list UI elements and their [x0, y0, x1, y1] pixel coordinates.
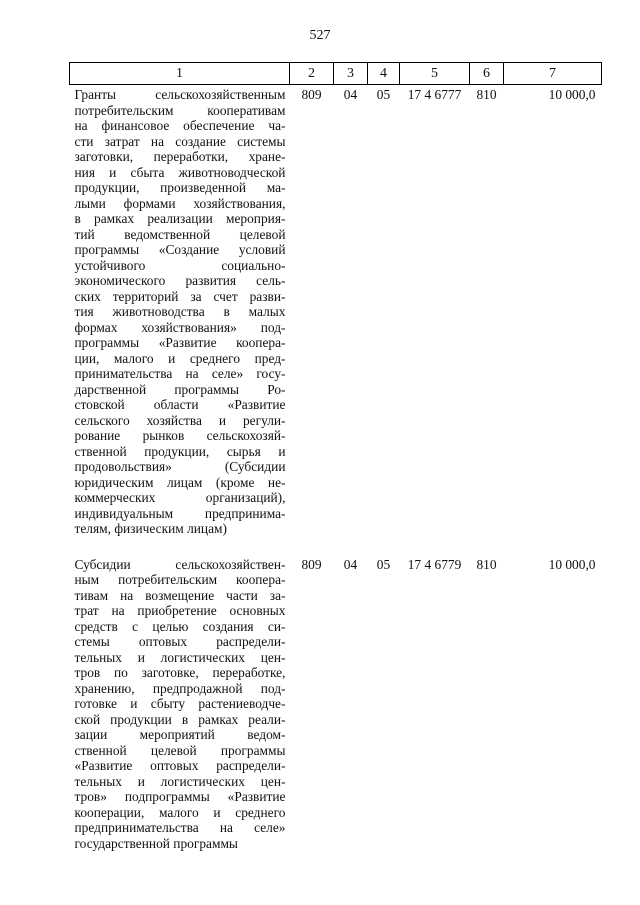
cell-section-code: 04 — [343, 556, 358, 572]
table-header-row — [70, 63, 602, 85]
word: и — [218, 412, 227, 428]
word: сти — [74, 133, 94, 149]
text-line — [75, 366, 286, 382]
cell-amount: 10 000,0 — [548, 556, 596, 572]
text-line — [75, 743, 286, 759]
word: устойчивого — [74, 257, 146, 273]
word: целью — [152, 618, 189, 634]
text-line — [75, 118, 286, 134]
word: программы — [220, 742, 286, 758]
cell-target-article: 17 4 6779 — [407, 556, 462, 572]
word: зации — [74, 727, 108, 742]
word: в — [181, 711, 189, 727]
text-line — [75, 820, 286, 836]
word: оптовых — [150, 758, 199, 773]
word: логистических — [160, 773, 245, 789]
word: рамках — [94, 211, 135, 226]
header-col-1: 1 — [70, 63, 290, 85]
word: формах — [74, 319, 118, 335]
text-line — [75, 572, 286, 588]
word: под- — [260, 319, 286, 335]
description-text — [75, 87, 286, 537]
cell-target-article: 17 4 6777 — [407, 87, 462, 102]
header-col-7: 7 — [504, 63, 602, 85]
word: сельского — [74, 412, 130, 428]
text-line — [75, 165, 286, 181]
word: юридическим — [74, 474, 154, 490]
word: экономического — [74, 273, 166, 288]
word: хранению, — [74, 680, 135, 696]
word: продовольствия» — [74, 459, 172, 474]
word: ным — [74, 572, 100, 587]
word: предпринимательства — [74, 820, 199, 835]
word: в — [223, 304, 230, 319]
word: возмещение — [145, 587, 215, 603]
text-line — [75, 557, 286, 573]
text-line — [75, 273, 286, 289]
word: мероприя- — [226, 211, 286, 226]
text-line — [75, 134, 286, 150]
word: растениеводче- — [198, 696, 286, 711]
word: тров» — [74, 789, 107, 804]
word: селе» — [254, 820, 286, 835]
word: готовке — [74, 696, 117, 711]
word: Гранты — [74, 87, 117, 102]
text-line — [75, 603, 286, 619]
word: хозяйствования, — [193, 195, 286, 211]
text-line — [75, 665, 286, 681]
word: сель- — [256, 273, 286, 288]
word: части — [226, 587, 258, 603]
word: на — [219, 820, 233, 835]
word: тельных — [74, 649, 122, 665]
cell-section-code: 04 — [343, 87, 358, 102]
word: потребительским — [74, 102, 174, 118]
text-line — [75, 258, 286, 274]
word: и — [130, 696, 138, 711]
word: программы — [74, 242, 140, 257]
word: переработки, — [153, 149, 229, 164]
word: малого — [113, 350, 154, 366]
text-line — [75, 506, 286, 522]
word: создания — [202, 618, 254, 634]
word: программы — [74, 335, 140, 350]
word: заготовки, — [74, 149, 134, 164]
word: средств — [74, 618, 118, 634]
word: разви- — [249, 288, 286, 304]
word: финансовое — [101, 118, 170, 133]
word: сельскохозяйственным — [155, 87, 286, 102]
text-line — [75, 196, 286, 212]
word: тия — [74, 304, 94, 319]
word: ственной — [74, 742, 127, 758]
word: «Развитие — [158, 335, 217, 350]
word: сбыту — [150, 696, 186, 711]
cell-amount: 10 000,0 — [548, 87, 596, 102]
word: хозяйства — [146, 412, 202, 428]
text-line — [75, 289, 286, 305]
word: лицам — [166, 474, 203, 490]
text-line — [75, 696, 286, 712]
cell-ministry-code: 809 — [301, 556, 322, 572]
word: (Субсидии — [224, 459, 286, 474]
word: ской — [74, 711, 101, 727]
word: сельскохозяй- — [206, 428, 286, 443]
word: физическим — [114, 521, 188, 536]
text-line — [75, 428, 286, 444]
header-col-4: 4 — [368, 63, 400, 85]
word: программы — [173, 835, 238, 851]
word: под- — [260, 680, 286, 696]
word: заготовке, — [141, 665, 199, 680]
text-line — [75, 521, 286, 537]
word: и — [168, 350, 176, 366]
word: создание — [175, 133, 226, 149]
word: приобретение — [137, 603, 217, 618]
word: продукции, — [74, 180, 140, 195]
word: за- — [269, 587, 286, 603]
word: по — [113, 665, 128, 680]
text-line — [75, 774, 286, 790]
cell-subsection-code: 05 — [376, 87, 391, 102]
text-line — [75, 227, 286, 243]
word: государственной — [74, 835, 174, 851]
word: животноводческой — [178, 164, 286, 180]
word: малого — [159, 804, 199, 820]
text-line — [75, 459, 286, 475]
word: коопера- — [236, 572, 286, 587]
word: «Развитие — [227, 789, 286, 804]
word: системы — [237, 133, 286, 149]
word: ведом- — [247, 727, 286, 742]
word: пред- — [254, 350, 286, 366]
word: на — [74, 118, 88, 133]
text-line — [75, 351, 286, 367]
text-line — [75, 758, 286, 774]
word: логистических — [160, 649, 245, 665]
header-col-5: 5 — [400, 63, 470, 85]
word: коммерческих — [74, 490, 156, 505]
cell-ministry-code: 809 — [301, 87, 322, 102]
word: лыми — [74, 195, 106, 211]
word: развития — [185, 273, 237, 288]
word: сырья — [226, 443, 261, 459]
word: и — [137, 649, 145, 665]
text-line — [75, 727, 286, 743]
word: и — [278, 443, 286, 459]
word: подпрограммы — [124, 789, 210, 804]
word: рамках — [198, 711, 239, 727]
word: «Развитие — [74, 758, 133, 773]
word: затрат — [104, 133, 140, 149]
description-text — [75, 557, 286, 852]
text-line — [75, 805, 286, 821]
text-line — [75, 475, 286, 491]
text-line — [75, 397, 286, 413]
word: тельных — [74, 773, 122, 789]
word: в — [74, 211, 81, 226]
word: (кроме — [215, 474, 255, 490]
word: целевой — [150, 742, 197, 758]
word: оптовых — [138, 634, 188, 649]
word: среднего — [189, 350, 241, 366]
cell-subsection-code: 05 — [376, 556, 391, 572]
word: ции, — [74, 350, 100, 366]
word: условий — [238, 242, 286, 257]
word: основных — [229, 603, 286, 618]
text-line — [75, 444, 286, 460]
word: принимательства — [74, 366, 173, 381]
word: хозяйствования» — [141, 319, 237, 335]
word: цен- — [260, 773, 286, 789]
word: территорий — [112, 288, 179, 304]
header-col-3: 3 — [334, 63, 368, 85]
word: предпродажной — [152, 680, 243, 696]
text-line — [75, 382, 286, 398]
text-line — [75, 681, 286, 697]
word: продукции, — [144, 443, 210, 459]
word: не- — [267, 474, 286, 490]
word: «Создание — [158, 242, 220, 257]
word: ма- — [266, 180, 286, 195]
word: среднего — [235, 804, 286, 820]
word: селе» — [211, 366, 244, 381]
word: счет — [213, 288, 238, 304]
word: кооперативам — [207, 102, 286, 118]
word: области — [153, 397, 199, 412]
word: на — [111, 603, 125, 618]
word: программы — [174, 381, 239, 397]
word: «Развитие — [227, 397, 286, 412]
text-line — [75, 103, 286, 119]
word: тий — [74, 226, 95, 242]
page-number: 527 — [309, 28, 331, 43]
word: за — [190, 288, 202, 304]
word: организаций), — [205, 490, 286, 505]
word: предпринима- — [204, 505, 286, 521]
word: распредели- — [216, 634, 286, 649]
word: Ро- — [267, 381, 286, 397]
word: ственной — [74, 443, 127, 459]
header-col-2: 2 — [290, 63, 334, 85]
word: переработке, — [212, 665, 286, 680]
word: цен- — [260, 649, 286, 665]
table-row — [70, 85, 602, 555]
word: хране- — [248, 149, 286, 164]
word: рынков — [142, 428, 185, 443]
word: на — [120, 587, 134, 603]
text-line — [75, 335, 286, 351]
word: ских — [74, 288, 101, 304]
row-description — [70, 85, 290, 555]
word: госу- — [256, 366, 286, 381]
word: стемы — [74, 634, 110, 649]
word: мероприятий — [139, 727, 215, 742]
text-line — [75, 149, 286, 165]
text-line — [75, 320, 286, 336]
word: социально- — [221, 257, 286, 273]
text-line — [75, 242, 286, 258]
word: распредели- — [216, 758, 286, 773]
word: ведомственной — [124, 226, 211, 242]
budget-table — [69, 62, 602, 869]
word: тивам — [74, 587, 109, 603]
word: животноводства — [112, 304, 205, 319]
text-line — [75, 634, 286, 650]
row-description — [70, 555, 290, 870]
word: на — [150, 133, 165, 149]
word: и — [213, 804, 221, 820]
text-line — [75, 712, 286, 728]
word: потребительским — [118, 572, 218, 587]
word: на — [185, 366, 199, 381]
text-line — [75, 87, 286, 103]
word: ча- — [268, 118, 286, 133]
word: телям, — [74, 521, 115, 536]
header-col-6: 6 — [470, 63, 504, 85]
word: лицам) — [187, 521, 227, 536]
text-line — [75, 490, 286, 506]
word: си- — [267, 618, 286, 634]
text-line — [75, 619, 286, 635]
word: регули- — [242, 412, 286, 428]
word: реализации — [147, 211, 213, 226]
word: формами — [123, 195, 176, 211]
word: и — [109, 164, 117, 180]
word: с — [132, 618, 139, 634]
word: ния — [74, 164, 95, 180]
word: тров — [74, 665, 101, 680]
word: Субсидии — [74, 556, 131, 572]
word: кооперации, — [74, 804, 145, 820]
cell-expense-type: 810 — [476, 556, 497, 572]
word: трат — [74, 603, 99, 618]
text-line — [75, 789, 286, 805]
text-line — [75, 836, 286, 852]
word: дарственной — [74, 381, 147, 397]
word: коопера- — [236, 335, 286, 350]
word: целевой — [239, 226, 286, 242]
word: сельскохозяйствен- — [175, 556, 286, 572]
text-line — [75, 180, 286, 196]
word: и — [137, 773, 145, 789]
word: сбыта — [130, 164, 165, 180]
word: обеспечение — [183, 118, 255, 133]
text-line — [75, 211, 286, 227]
cell-expense-type: 810 — [476, 87, 497, 102]
text-line — [75, 650, 286, 666]
text-line — [75, 413, 286, 429]
word: произведенной — [160, 180, 247, 195]
word: продукции — [110, 711, 172, 727]
word: реали- — [248, 711, 286, 727]
word: индивидуальным — [74, 505, 174, 521]
word: стовской — [74, 397, 125, 412]
word: малых — [248, 304, 286, 319]
table-row — [70, 555, 602, 870]
word: рование — [74, 428, 121, 443]
text-line — [75, 588, 286, 604]
text-line — [75, 304, 286, 320]
